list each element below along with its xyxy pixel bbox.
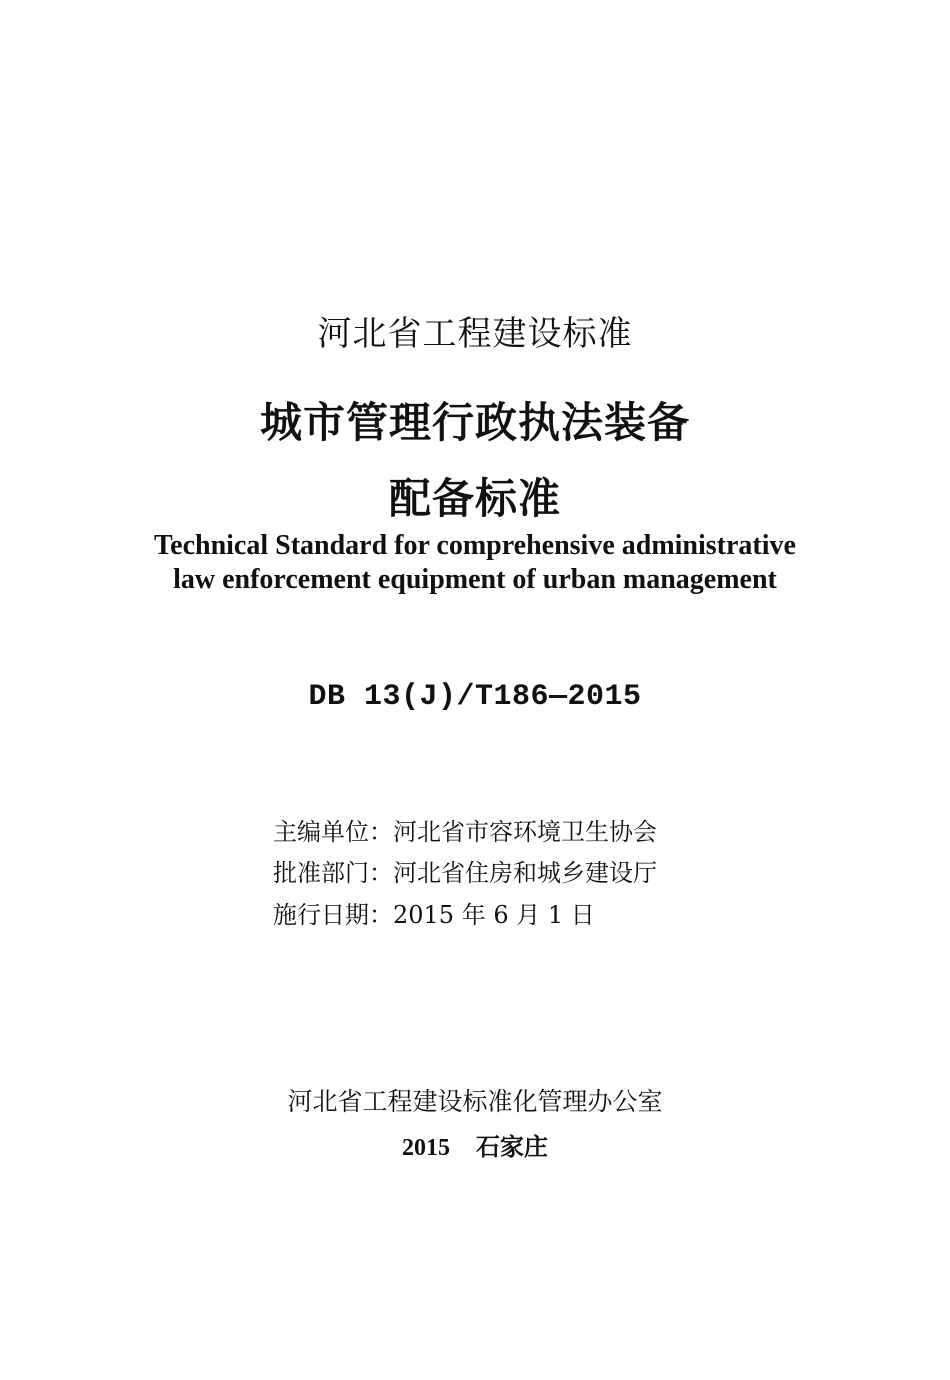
publisher: 河北省工程建设标准化管理办公室: [287, 1087, 663, 1116]
title-line-2: 配备标准: [388, 474, 561, 523]
english-title-line-2: law enforcement equipment of urban management: [173, 564, 777, 595]
english-title-line-1: Technical Standard for comprehensive administrative: [154, 530, 796, 561]
standard-code: DB 13(J)/T186—2015: [308, 680, 642, 714]
imprint-year: 2015: [402, 1135, 450, 1161]
effective-date: 施行日期：2015 年 6 月 1 日: [273, 901, 595, 929]
editor-unit: 主编单位：河北省市容环境卫生协会: [273, 818, 657, 846]
approval-department: 批准部门：河北省住房和城乡建设厅: [273, 859, 657, 887]
imprint-city: 石家庄: [476, 1132, 548, 1161]
imprint: [0, 1127, 950, 1162]
title-line-1: 城市管理行政执法装备: [259, 398, 690, 447]
standard-series: 河北省工程建设标准: [317, 314, 633, 354]
